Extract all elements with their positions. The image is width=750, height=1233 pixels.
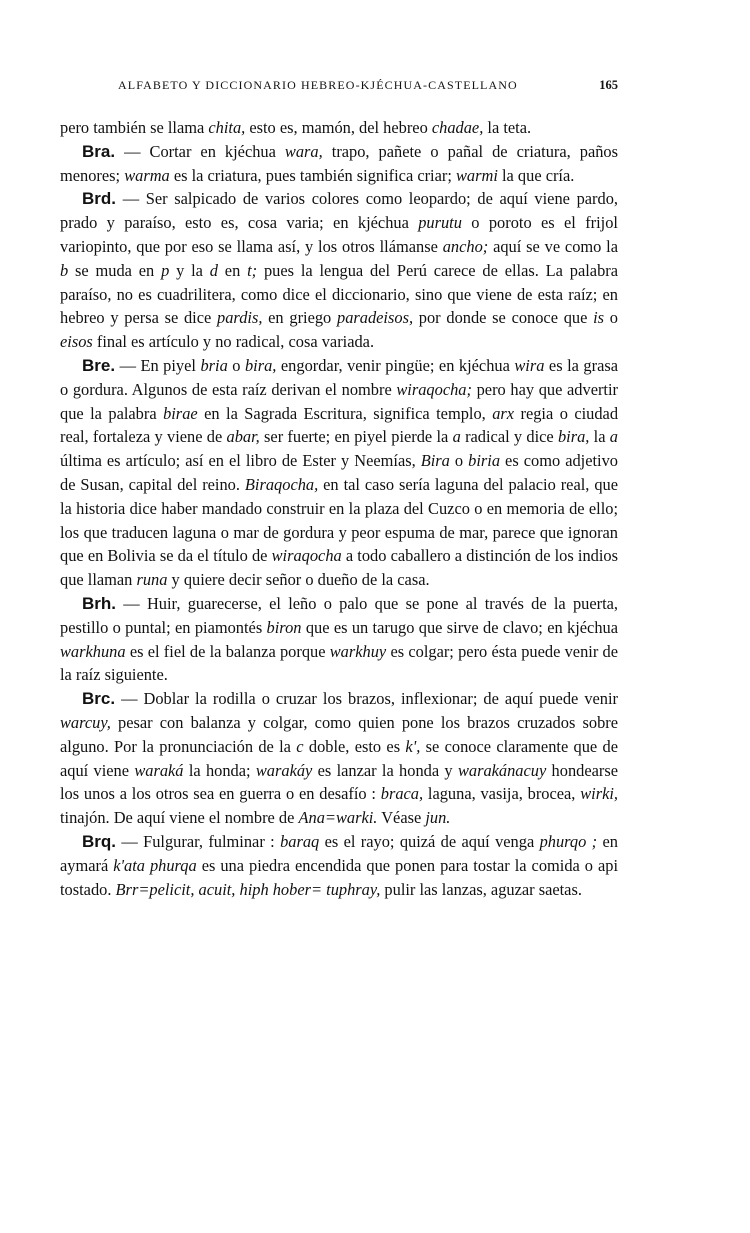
entry-brh <box>60 592 618 687</box>
body-text: y la <box>169 260 210 280</box>
book-page <box>60 78 618 901</box>
italic-term: d <box>209 260 218 280</box>
italic-term: t; <box>247 260 258 280</box>
body-text: en griego <box>262 308 337 328</box>
headword: Brh. <box>82 593 116 613</box>
body-text: — Doblar la rodilla o cruzar los brazos, inflexionar; de aquí puede venir <box>121 689 618 709</box>
italic-term: braca, <box>380 784 424 804</box>
italic-term: eisos <box>60 332 93 352</box>
body-text: — Ser salpicado de varios colores como leopardo; de aquí viene pardo, prado y paraíso, esto es, cosa varia; en kjéchua <box>60 189 618 233</box>
headword: Bre. <box>82 355 116 375</box>
body-text: se muda en <box>68 260 162 280</box>
italic-term: wirki, <box>580 784 618 804</box>
dictionary-body <box>60 116 618 901</box>
italic-term: p <box>161 260 170 280</box>
body-text: — En piyel <box>119 355 201 375</box>
body-text: o <box>449 451 469 471</box>
italic-term: Ana=warki. <box>298 808 378 828</box>
italic-term: is <box>593 308 605 328</box>
body-text: es la grasa o gordura. Algunos de esta raíz derivan el nombre <box>60 355 618 399</box>
headword: Bra. <box>82 141 116 161</box>
italic-term: a <box>452 427 461 447</box>
italic-term: warkhuy <box>329 641 387 661</box>
body-text: es el fiel de la balanza porque <box>125 641 330 661</box>
italic-term: arx <box>492 403 515 423</box>
italic-term: chita, <box>208 118 246 137</box>
entry-brc <box>60 687 618 830</box>
entry-bra <box>60 140 618 188</box>
italic-term: wiraqocha; <box>396 379 472 399</box>
body-text: es colgar; pero ésta puede venir de la raíz siguiente. <box>60 641 618 685</box>
italic-term: chadae, <box>431 118 484 137</box>
body-text: es como adjetivo de Susan, capital del reino. <box>60 451 618 494</box>
body-text: radical y dice <box>460 427 558 447</box>
body-text: o <box>227 355 245 375</box>
italic-term: warakánacuy <box>457 760 547 780</box>
body-text: aquí se ve como la <box>488 236 619 256</box>
running-header <box>60 78 618 102</box>
body-text: la que cría. <box>497 165 575 185</box>
body-text: regia o ciudad real, fortaleza y viene de <box>60 403 619 447</box>
body-text: — Huir, guarecerse, el leño o palo que se pone al través de la puerta, pestillo o puntal; en piamontés <box>60 593 619 637</box>
body-text: laguna, vasija, brocea, <box>423 784 581 804</box>
body-text: hondearse los unos a los otros sea en guerra o en desafío : <box>60 760 618 804</box>
italic-term: pardis, <box>217 308 263 328</box>
italic-term: warma <box>124 165 170 185</box>
headword: Brq. <box>82 831 116 851</box>
italic-term: purutu <box>418 213 462 233</box>
entry-brq <box>60 830 618 901</box>
body-text: en tal caso sería laguna del palacio real, que la historia dice haber mandado construir en la plaza del Cuzco o en memoria de ello; los que traducen laguna o mar de gordura y peor espuma de mar, parece que ignoran que en Bolivia se da el título de <box>60 474 618 566</box>
body-text: pero hay que advertir que la palabra <box>60 379 618 423</box>
body-text: pues la lengua del Perú carece de ellas. La palabra paraíso, no es cuadrilitera, como dice el diccionario, sino que viene de esta raíz; en hebreo y persa se dice <box>60 260 619 328</box>
running-title: ALFABETO Y DICCIONARIO HEBREO-KJÉCHUA-CASTELLANO <box>118 78 518 92</box>
body-text: trapo, pañete o pañal de criatura, paños menores; <box>60 141 618 185</box>
body-text: — Fulgurar, fulminar : <box>121 831 281 851</box>
body-text: o <box>604 308 618 328</box>
italic-term: warmi <box>456 165 498 185</box>
italic-term: c <box>296 736 304 756</box>
body-text: esto es, mamón, del hebreo <box>245 118 432 137</box>
body-text: o poroto es el frijol variopinto, que por eso se llama así, y los otros llámanse <box>60 213 618 256</box>
italic-term: wara, <box>284 141 323 161</box>
italic-term: biria <box>468 451 501 471</box>
italic-term: wira <box>514 355 545 375</box>
italic-term: Bira <box>420 451 450 471</box>
body-text: que es un tarugo que sirve de clavo; en kjéchua <box>301 617 618 637</box>
body-text: engordar, venir pingüe; en kjéchua <box>276 355 515 375</box>
italic-term: bira, <box>244 355 277 375</box>
entry-continuation <box>60 116 618 140</box>
body-text: en aymará <box>60 831 618 875</box>
entry-brd <box>60 187 618 354</box>
body-text: es una piedra encendida que ponen para tostar la comida o api tostado. <box>60 855 618 899</box>
body-text: Véase <box>377 808 426 828</box>
body-text: en <box>217 260 248 280</box>
italic-term: Biraqocha, <box>244 474 319 494</box>
body-text: pesar con balanza y colgar, como quien pone los brazos cruzados sobre alguno. Por la pronunciación de la <box>60 712 618 756</box>
italic-term: bira, <box>557 427 590 447</box>
body-text: es lanzar la honda y <box>312 760 458 780</box>
italic-term: b <box>60 260 69 280</box>
italic-term: abar, <box>226 427 260 447</box>
italic-term: a <box>609 427 618 447</box>
body-text: tinajón. De aquí viene el nombre de <box>60 808 299 828</box>
body-text: — Cortar en kjéchua <box>124 141 285 161</box>
entry-bre <box>60 354 618 592</box>
italic-term: phurqo ; <box>539 831 598 851</box>
body-text: a todo caballero a distinción de los indios que llaman <box>60 546 618 590</box>
italic-term: waraká <box>134 760 184 780</box>
headword: Brd. <box>82 189 116 209</box>
body-text: y quiere decir señor o dueño de la casa. <box>167 570 430 590</box>
italic-term: warkhuna <box>60 641 126 661</box>
body-text: pulir las lanzas, aguzar saetas. <box>380 879 582 899</box>
body-text: por donde se conoce que <box>413 308 594 328</box>
italic-term: warakáy <box>255 760 313 780</box>
body-text: última es artículo; así en el libro de Ester y Neemías, <box>60 451 421 471</box>
body-text: la <box>589 427 610 447</box>
body-text: doble, esto es <box>303 736 406 756</box>
italic-term: birae <box>163 403 198 423</box>
italic-term: runa <box>136 570 168 590</box>
italic-term: bria <box>200 355 228 375</box>
body-text: pero también se llama <box>60 118 209 137</box>
page-number: 165 <box>599 78 618 92</box>
body-text: ser fuerte; en piyel pierde la <box>259 427 453 447</box>
body-text: es el rayo; quizá de aquí venga <box>319 831 540 851</box>
italic-term: baraq <box>280 831 320 851</box>
italic-term: wiraqocha <box>271 546 342 566</box>
italic-term: jun. <box>425 808 451 828</box>
headword: Brc. <box>82 689 116 709</box>
body-text: final es artículo y no radical, cosa variada. <box>92 332 375 352</box>
italic-term: k', <box>405 736 421 756</box>
body-text: en la Sagrada Escritura, significa templo, <box>197 403 493 423</box>
body-text: la honda; <box>183 760 256 780</box>
body-text: la teta. <box>483 118 532 137</box>
body-text: se conoce claramente que de aquí viene <box>60 736 618 780</box>
italic-term: paradeisos, <box>337 308 414 328</box>
italic-term: k'ata phurqa <box>113 855 197 875</box>
italic-term: Brr=pelicit, acuit, hiph hober= tuphray, <box>115 879 381 899</box>
italic-term: biron <box>266 617 302 637</box>
body-text: es la criatura, pues también significa criar; <box>169 165 456 185</box>
italic-term: ancho; <box>442 236 489 256</box>
italic-term: warcuy, <box>60 712 111 732</box>
